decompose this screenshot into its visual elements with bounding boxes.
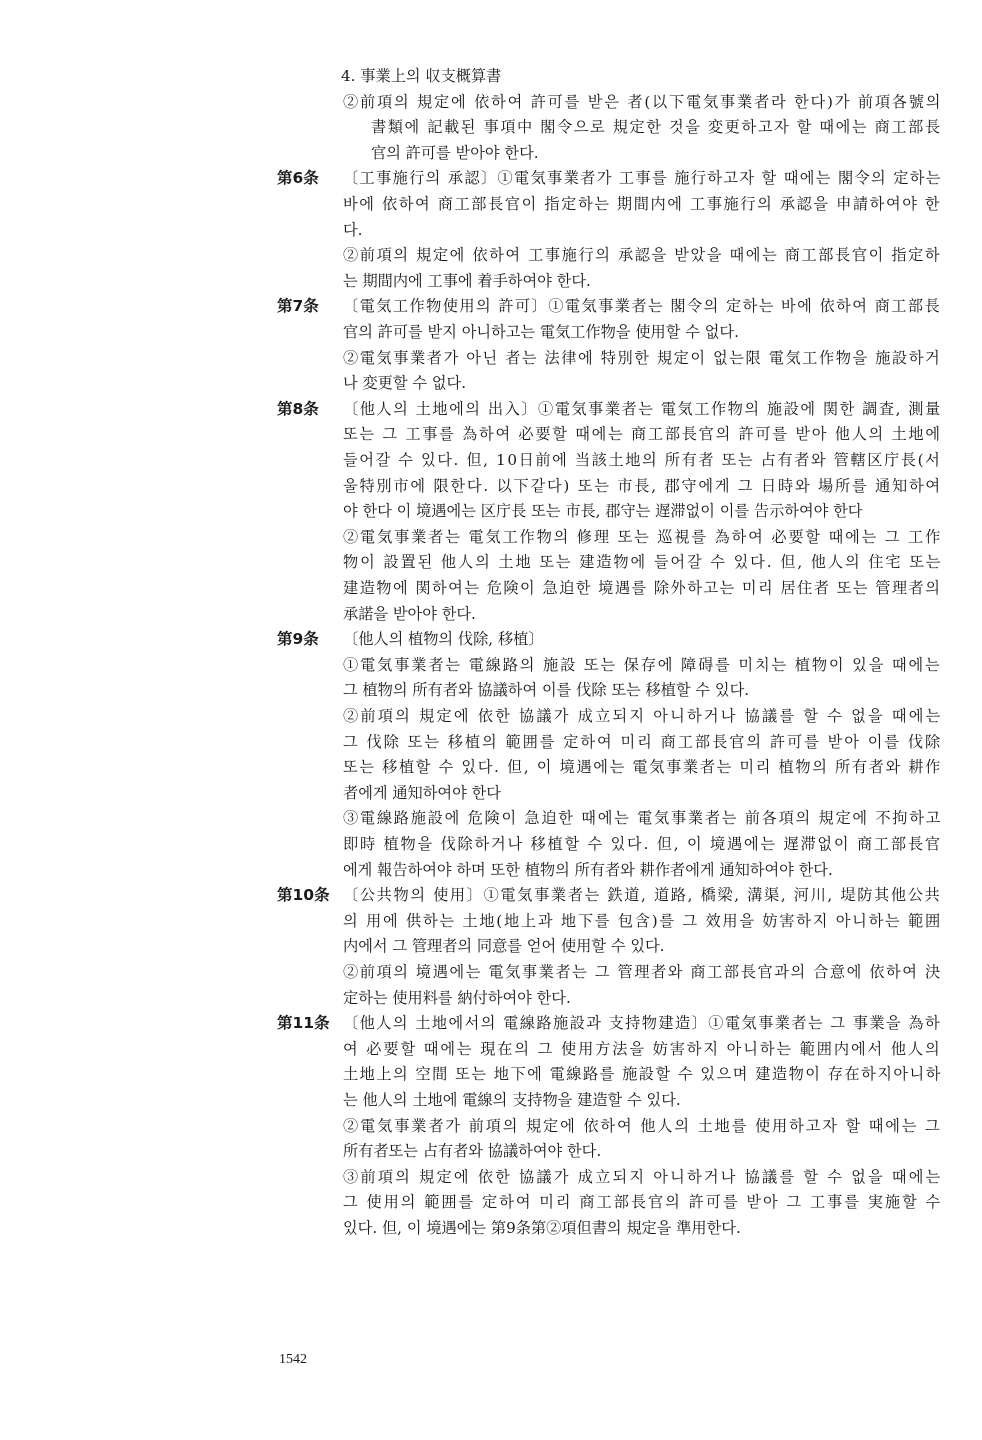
article-number: 第11条	[277, 1014, 330, 1033]
text-line: 書類에 記載된 事項中 閣令으로 規定한 것을 変更하고자 할 때에는 商工部長	[371, 118, 942, 137]
text-line: 〔他人의 土地에의 出入〕①電気事業者는 電気工作物의 施設에 関한 調査, 測量	[343, 399, 942, 418]
text-line: 土地上의 空間 또는 地下에 電線路를 施設할 수 있으며 建造物이 存在하지아니하	[343, 1065, 942, 1084]
text-line: 建造物에 関하여는 危険이 急迫한 境遇를 除外하고는 미리 居住者 또는 管理者의	[343, 579, 942, 597]
text-line: 그 使用의 範囲를 定하여 미리 商工部長官의 許可를 받아 그 工事를 実施할 수	[343, 1193, 943, 1212]
article-number: 第6条	[277, 169, 319, 188]
text-line: 〔工事施行의 承認〕①電気事業者가 工事를 施行하고자 할 때에는 閣令의 定하는	[343, 169, 942, 188]
page-number: 1542	[279, 1352, 307, 1367]
text-line: ②電気事業者가 前項의 規定에 依하여 他人의 土地를 使用하고자 할 때에는 그	[343, 1116, 942, 1135]
text-line: 야 한다 이 境遇에는 区庁長 또는 市長, 郡守는 遅滞없이 이를 告示하여야 한다	[343, 502, 863, 521]
text-line: 〔電気工作物使用의 許可〕①電気事業者는 閣令의 定하는 바에 依하여 商工部長	[343, 297, 942, 316]
text-line: 바에 依하여 商工部長官이 指定하는 期間内에 工事施行의 承認을 申請하여야 한	[343, 195, 942, 213]
text-line: ①電気事業者는 電線路의 施設 또는 保存에 障碍를 미치는 植物이 있을 때에는	[343, 655, 942, 674]
text-line: 物이 設置된 他人의 土地 또는 建造物에 들어갈 수 있다. 但, 他人의 住宅 또는	[343, 553, 943, 572]
text-line: 있다. 但, 이 境遇에는 第9条第②項但書의 規定을 準用한다.	[343, 1219, 741, 1237]
article-number: 第10条	[277, 886, 330, 905]
text-line: ②電気事業者가 아닌 者는 法律에 特別한 規定이 없는限 電気工作物을 施設하거	[343, 348, 942, 367]
text-line: 는 期間内에 工事에 着手하여야 한다.	[343, 271, 591, 290]
text-line: 所有者또는 占有者와 協議하여야 한다.	[343, 1142, 602, 1161]
text-line: 의 用에 供하는 土地(地上과 地下를 包含)를 그 效用을 妨害하지 아니하는 範囲	[343, 911, 942, 930]
text-line: 들어갈 수 있다. 但, 10日前에 当該土地의 所有者 또는 占有者와 管轄区庁長(서	[343, 451, 942, 469]
text-line: ②前項의 規定에 依하여 工事施行의 承認을 받았을 때에는 商工部長官이 指定하	[343, 246, 942, 265]
article-number: 第7条	[277, 297, 319, 316]
text-line: 官의 許可를 받아야 한다.	[371, 143, 539, 162]
text-line: ②電気事業者는 電気工作物의 修理 또는 巡視를 為하여 必要할 때에는 그 工作	[343, 527, 943, 546]
text-line: 또는 移植할 수 있다. 但, 이 境遇에는 電気事業者는 미리 植物의 所有者와 耕作	[343, 758, 942, 777]
article-number: 第9条	[277, 630, 319, 649]
text-line: 者에게 通知하여야 한다	[343, 783, 501, 802]
text-line: 〔公共物의 使用〕①電気事業者는 鉄道, 道路, 橋梁, 溝渠, 河川, 堤防其他公共	[343, 886, 942, 905]
text-line: 4. 事業上의 収支概算書	[341, 67, 502, 85]
text-line: 内에서 그 管理者의 同意를 얻어 使用할 수 있다.	[343, 937, 665, 956]
text-line: 〔他人의 土地에서의 電線路施設과 支持物建造〕①電気事業者는 그 事業을 為하	[343, 1014, 942, 1033]
text-line: 에게 報告하여야 하며 또한 植物의 所有者와 耕作者에게 通知하여야 한다.	[343, 860, 833, 879]
text-line: 그 伐除 또는 移植의 範囲를 定하여 미리 商工部長官의 許可를 받아 이를 伐除	[343, 732, 943, 751]
text-line: 는 他人의 土地에 電線의 支持物을 建造할 수 있다.	[343, 1091, 681, 1109]
text-line: ②前項의 境遇에는 電気事業者는 그 管理者와 商工部長官과의 合意에 依하여 決	[343, 963, 942, 981]
text-line: 또는 그 工事를 為하여 必要할 때에는 商工部長官의 許可를 받아 他人의 土地에	[343, 425, 942, 444]
text-line: 官의 許可를 받지 아니하고는 電気工作物을 使用할 수 없다.	[343, 323, 739, 341]
article-number: 第8条	[277, 399, 319, 418]
text-line: 〔他人의 植物의 伐除, 移植〕	[343, 630, 544, 649]
text-line: 即時 植物을 伐除하거나 移植할 수 있다. 但, 이 境遇에는 遅滞없이 商工部長官	[343, 835, 942, 853]
text-line: 여 必要할 때에는 現在의 그 使用方法을 妨害하지 아니하는 範囲内에서 他人의	[343, 1039, 942, 1058]
text-line: 承諾을 받아야 한다.	[343, 604, 476, 623]
text-line: 나 変更할 수 없다.	[343, 374, 467, 393]
text-line: 定하는 使用料를 納付하여야 한다.	[343, 988, 571, 1007]
text-line: ②前項의 規定에 依하여 許可를 받은 者(以下電気事業者라 한다)가 前項各號의	[343, 92, 943, 111]
text-line: 울特別市에 限한다. 以下같다) 또는 市長, 郡守에게 그 日時와 場所를 通知하여	[343, 476, 942, 495]
text-line: ③前項의 規定에 依한 協議가 成立되지 아니하거나 協議를 할 수 없을 때에는	[343, 1167, 943, 1186]
text-line: ③電線路施設에 危険이 急迫한 때에는 電気事業者는 前各項의 規定에 不拘하고	[343, 809, 943, 828]
text-line: 그 植物의 所有者와 協議하여 이를 伐除 또는 移植할 수 있다.	[343, 681, 750, 700]
text-line: ②前項의 規定에 依한 協議가 成立되지 아니하거나 協議를 할 수 없을 때에는	[343, 707, 943, 725]
text-line: 다.	[343, 220, 363, 239]
